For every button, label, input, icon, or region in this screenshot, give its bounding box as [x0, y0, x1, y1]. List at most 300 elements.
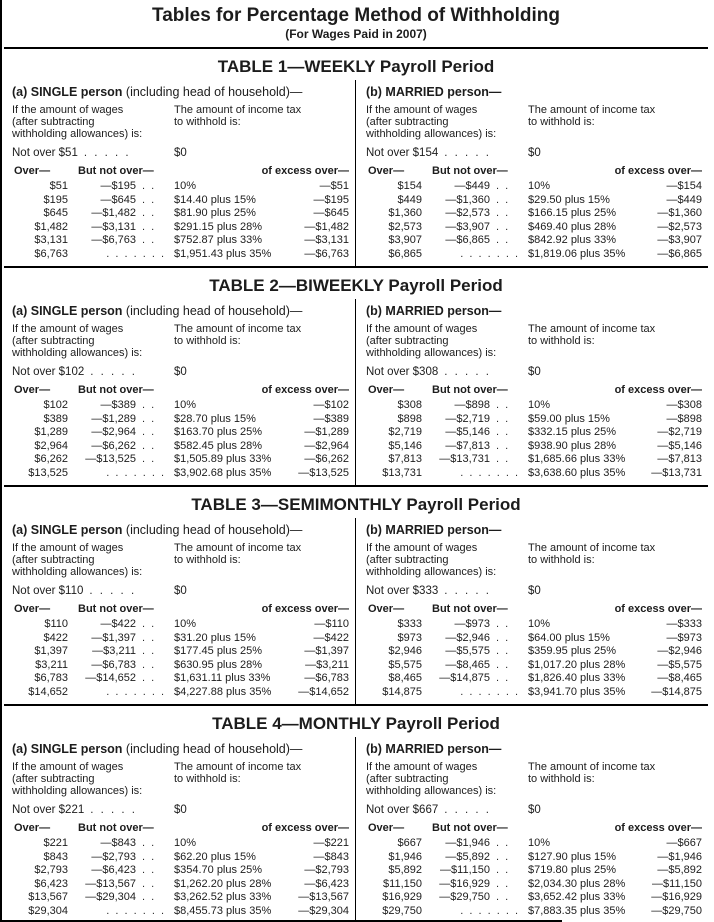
tax-label: [518, 761, 702, 797]
bracket-row: [366, 864, 702, 878]
over-amount: $5,575: [388, 658, 422, 671]
but-not-over-amount: —$645: [100, 193, 136, 206]
tax-label-line2: to withhold is:: [174, 335, 241, 347]
bracket-row: [366, 659, 702, 673]
tax-formula: $14.40 plus 15%: [174, 193, 256, 206]
wages-label: [366, 323, 518, 359]
dot-leader: . . . . . . .: [460, 904, 518, 917]
but-not-over-cell: [422, 878, 518, 892]
not-over-text: Not over $51: [12, 147, 78, 159]
conditions-header: [366, 104, 702, 140]
panel-heading-rest: (including head of household)—: [122, 304, 303, 318]
over-amount: $333: [397, 618, 422, 630]
married-person-panel: [356, 737, 708, 922]
bracket-row: [366, 467, 702, 481]
but-not-over-cell: [422, 467, 518, 481]
over-amount: $16,929: [382, 891, 422, 903]
of-excess-over-amount: —$1,397: [304, 645, 349, 657]
table-title: TABLE 2—BIWEEKLY Payroll Period: [209, 276, 503, 295]
of-excess-over-amount: —$14,652: [298, 685, 349, 698]
bracket-row: [366, 440, 702, 454]
dot-leader: . . . . .: [90, 366, 136, 378]
zero-withholding: $0: [528, 366, 541, 378]
over-amount: $13,567: [28, 891, 68, 903]
of-excess-over-amount: —$3,211: [305, 658, 349, 671]
over-amount: $102: [43, 399, 68, 411]
not-over-cell: [12, 802, 164, 818]
single-person-panel: [4, 518, 356, 704]
but-not-over-amount: —$973: [454, 618, 490, 630]
but-not-over-cell: [68, 207, 164, 221]
not-over-text: Not over $333: [366, 585, 439, 597]
but-not-over-amount: —$2,946: [445, 631, 490, 644]
of-excess-over-amount: —$5,575: [657, 658, 702, 671]
table-panels: [4, 518, 708, 706]
of-excess-over-amount: —$645: [313, 207, 349, 219]
of-excess-over-amount: —$29,750: [651, 904, 702, 917]
of-excess-over-amount: —$13,567: [298, 891, 349, 903]
col-but-not-over-label: But not over—: [432, 822, 508, 834]
but-not-over-amount: —$29,304: [85, 891, 136, 903]
dot-leader: . . . . . . .: [106, 685, 164, 698]
tax-label-line1: The amount of income tax: [528, 104, 656, 116]
col-over-label: Over—: [14, 165, 51, 177]
bracket-row: [366, 632, 702, 646]
wages-label-line2: (after subtracting: [366, 773, 449, 785]
dot-leader: . .: [142, 631, 155, 644]
col-but-not-over-label: But not over—: [78, 165, 154, 177]
of-excess-over-amount: —$667: [666, 837, 702, 849]
but-not-over-cell: [68, 645, 164, 659]
wages-label-line1: If the amount of wages: [366, 761, 478, 773]
col-but-not-over-label: But not over—: [432, 384, 508, 396]
dot-leader: . .: [142, 439, 155, 452]
but-not-over-cell: [422, 851, 518, 865]
dot-leader: . . . . . . .: [460, 685, 518, 698]
wages-label: [12, 104, 164, 140]
but-not-over-cell: [68, 194, 164, 208]
over-amount: $6,423: [34, 877, 68, 890]
over-amount: $221: [43, 837, 68, 849]
table-title: TABLE 4—MONTHLY Payroll Period: [212, 714, 500, 733]
of-excess-over-amount: —$389: [313, 412, 349, 425]
not-over-cell: [366, 802, 518, 818]
bracket-row: [366, 207, 702, 221]
over-amount: $29,304: [28, 904, 68, 917]
over-amount: $667: [397, 837, 422, 849]
tax-label-line1: The amount of income tax: [174, 761, 302, 773]
but-not-over-amount: —$13,567: [85, 877, 136, 890]
tax-label-line2: to withhold is:: [174, 116, 241, 128]
wages-label-line3: withholding allowances) is:: [366, 785, 497, 797]
wages-label-line2: (after subtracting: [12, 116, 95, 128]
tax-formula: 10%: [528, 618, 551, 630]
but-not-over-cell: [68, 399, 164, 413]
over-amount: $2,573: [388, 220, 422, 233]
of-excess-over-amount: —$6,783: [304, 672, 349, 684]
wages-label-line3: withholding allowances) is:: [12, 347, 143, 359]
tax-label-line1: The amount of income tax: [174, 542, 302, 554]
bracket-row: [12, 194, 349, 208]
zero-withholding: $0: [174, 366, 187, 378]
but-not-over-amount: —$7,813: [445, 439, 490, 452]
table-title: TABLE 1—WEEKLY Payroll Period: [217, 57, 495, 76]
wages-label: [366, 542, 518, 578]
over-amount: $6,763: [34, 247, 68, 260]
bracket-row: [12, 467, 349, 481]
tax-formula: $28.70 plus 15%: [174, 412, 256, 425]
of-excess-over-amount: —$102: [313, 399, 349, 411]
but-not-over-cell: [68, 905, 164, 919]
but-not-over-amount: —$16,929: [439, 877, 490, 890]
wages-label-line2: (after subtracting: [12, 335, 95, 347]
bracket-row: [12, 632, 349, 646]
bracket-row: [366, 891, 702, 905]
bracket-columns-header: [12, 165, 349, 178]
of-excess-over-amount: —$2,964: [304, 439, 349, 452]
bracket-row: [366, 194, 702, 208]
bracket-row: [366, 686, 702, 700]
bracket-row: [366, 413, 702, 427]
bracket-columns-header: [366, 822, 702, 835]
dot-leader: . .: [496, 439, 509, 452]
not-over-cell: [366, 364, 518, 380]
tax-formula: $354.70 plus 25%: [174, 864, 263, 876]
tax-formula: $166.15 plus 25%: [528, 207, 617, 219]
of-excess-over-amount: —$5,146: [657, 439, 702, 452]
tax-formula: $163.70 plus 25%: [174, 426, 263, 438]
of-excess-over-amount: —$2,573: [657, 220, 702, 233]
dot-leader: . .: [496, 877, 509, 890]
of-excess-over-amount: —$1,360: [657, 207, 702, 219]
page-title: Tables for Percentage Method of Withholding: [152, 5, 560, 26]
but-not-over-amount: —$6,262: [91, 439, 136, 452]
table-panels: [4, 737, 708, 922]
dot-leader: . . . . .: [444, 804, 490, 816]
of-excess-over-amount: —$16,929: [651, 891, 702, 903]
tax-formula: $29.50 plus 15%: [528, 193, 610, 206]
bracket-row: [366, 837, 702, 851]
but-not-over-cell: [422, 207, 518, 221]
tax-label: [518, 542, 702, 578]
not-over-cell: [366, 145, 518, 161]
dot-leader: . .: [496, 220, 509, 233]
dot-leader: . .: [142, 426, 155, 438]
but-not-over-cell: [68, 686, 164, 700]
tax-formula: $1,631.11 plus 33%: [174, 672, 271, 684]
bracket-columns-header: [366, 603, 702, 616]
of-excess-over-amount: —$422: [313, 631, 349, 644]
wages-label-line3: withholding allowances) is:: [12, 128, 143, 140]
tax-formula: $469.40 plus 28%: [528, 220, 617, 233]
bracket-row: [12, 426, 349, 440]
bracket-row: [12, 686, 349, 700]
but-not-over-amount: —$449: [454, 180, 490, 192]
tax-formula: $1,262.20 plus 28%: [174, 877, 272, 890]
over-amount: $2,719: [388, 426, 422, 438]
over-amount: $389: [43, 412, 68, 425]
but-not-over-cell: [422, 221, 518, 235]
dot-leader: . . . . . . .: [460, 466, 518, 479]
tables-container: [4, 57, 708, 922]
dot-leader: . .: [142, 864, 155, 876]
not-over-row: [366, 364, 702, 380]
not-over-row: [366, 145, 702, 161]
of-excess-over-amount: —$2,793: [304, 864, 349, 876]
dot-leader: . .: [142, 618, 155, 630]
panel-heading: [366, 741, 702, 757]
of-excess-over-amount: —$3,131: [304, 234, 349, 246]
bracket-row: [12, 851, 349, 865]
but-not-over-cell: [68, 467, 164, 481]
over-amount: $14,652: [28, 685, 68, 698]
but-not-over-amount: —$1,482: [91, 207, 136, 219]
but-not-over-amount: —$2,719: [445, 412, 490, 425]
over-amount: $449: [397, 193, 422, 206]
bracket-row: [12, 645, 349, 659]
tax-label-line2: to withhold is:: [528, 773, 595, 785]
bracket-row: [12, 618, 349, 632]
dot-leader: . . . . . . .: [106, 466, 164, 479]
tax-formula: $64.00 plus 15%: [528, 631, 610, 644]
bracket-row: [12, 440, 349, 454]
but-not-over-cell: [422, 645, 518, 659]
dot-leader: . .: [142, 234, 155, 246]
dot-leader: . .: [142, 891, 155, 903]
but-not-over-cell: [422, 194, 518, 208]
dot-leader: . .: [496, 180, 509, 192]
but-not-over-cell: [68, 672, 164, 686]
of-excess-over-amount: —$6,763: [304, 247, 349, 260]
panel-heading-bold: (b) MARRIED person—: [366, 85, 502, 99]
bracket-row: [12, 891, 349, 905]
dot-leader: . .: [496, 672, 509, 684]
tax-formula: $127.90 plus 15%: [528, 850, 617, 863]
tax-formula: 10%: [174, 180, 197, 192]
not-over-row: [12, 583, 349, 599]
but-not-over-amount: —$195: [100, 180, 136, 192]
tax-label: [518, 104, 702, 140]
bracket-row: [12, 672, 349, 686]
header-rule: [4, 47, 708, 49]
married-person-panel: [356, 518, 708, 704]
but-not-over-amount: —$1,360: [445, 193, 490, 206]
tax-label: [164, 323, 349, 359]
tax-formula: $1,819.06 plus 35%: [528, 247, 626, 260]
but-not-over-cell: [68, 851, 164, 865]
over-amount: $6,865: [388, 247, 422, 260]
dot-leader: . . . . .: [444, 147, 490, 159]
panel-heading-bold: (a) SINGLE person: [12, 523, 123, 537]
dot-leader: . . . . . . .: [460, 247, 518, 260]
over-amount: $8,465: [388, 672, 422, 684]
but-not-over-cell: [68, 891, 164, 905]
dot-leader: . .: [142, 180, 155, 192]
payroll-period-section: [4, 57, 708, 268]
not-over-text: Not over $154: [366, 147, 439, 159]
bracket-row: [366, 672, 702, 686]
of-excess-over-amount: —$51: [319, 180, 349, 192]
dot-leader: . .: [142, 850, 155, 863]
over-amount: $110: [44, 618, 68, 630]
but-not-over-cell: [422, 399, 518, 413]
wages-label: [12, 542, 164, 578]
col-over-label: Over—: [14, 384, 51, 396]
dot-leader: . .: [496, 412, 509, 425]
tax-formula: $4,227.88 plus 35%: [174, 685, 272, 698]
over-amount: $13,525: [28, 466, 68, 479]
bracket-row: [366, 426, 702, 440]
zero-withholding: $0: [528, 804, 541, 816]
over-amount: $1,360: [388, 207, 422, 219]
dot-leader: . .: [496, 658, 509, 671]
not-over-text: Not over $308: [366, 366, 439, 378]
tax-formula: $1,685.66 plus 33%: [528, 453, 626, 465]
but-not-over-cell: [68, 453, 164, 467]
over-amount: $13,731: [382, 466, 422, 479]
tax-formula: $8,455.73 plus 35%: [174, 904, 272, 917]
dot-leader: . . . . .: [90, 804, 136, 816]
but-not-over-amount: —$13,525: [85, 453, 136, 465]
bracket-row: [366, 851, 702, 865]
but-not-over-amount: —$5,892: [445, 850, 490, 863]
over-amount: $1,397: [34, 645, 68, 657]
conditions-header: [12, 761, 349, 797]
over-amount: $5,146: [388, 439, 422, 452]
but-not-over-amount: —$5,146: [445, 426, 490, 438]
tax-label-line1: The amount of income tax: [528, 761, 656, 773]
panel-heading: [12, 741, 349, 757]
tax-formula: 10%: [528, 399, 551, 411]
zero-withholding: $0: [528, 585, 541, 597]
but-not-over-amount: —$6,423: [91, 864, 136, 876]
of-excess-over-amount: —$6,865: [657, 247, 702, 260]
col-but-not-over-label: But not over—: [78, 603, 154, 615]
col-of-excess-over-label: of excess over—: [614, 822, 702, 834]
wages-label-line3: withholding allowances) is:: [12, 566, 143, 578]
panel-heading-bold: (a) SINGLE person: [12, 742, 123, 756]
tax-formula: $177.45 plus 25%: [174, 645, 263, 657]
not-over-row: [366, 802, 702, 818]
bracket-columns-header: [12, 603, 349, 616]
dot-leader: . .: [496, 207, 509, 219]
tax-label-line1: The amount of income tax: [528, 323, 656, 335]
panel-heading-rest: (including head of household)—: [122, 85, 303, 99]
but-not-over-cell: [422, 864, 518, 878]
bracket-row: [366, 905, 702, 919]
over-amount: $1,289: [34, 426, 68, 438]
tax-formula: $1,826.40 plus 33%: [528, 672, 626, 684]
but-not-over-cell: [68, 180, 164, 194]
married-person-panel: [356, 299, 708, 485]
bracket-row: [12, 659, 349, 673]
but-not-over-cell: [68, 864, 164, 878]
conditions-header: [12, 104, 349, 140]
bracket-columns-header: [12, 384, 349, 397]
col-of-excess-over-label: of excess over—: [261, 165, 349, 177]
tax-formula: $1,505.89 plus 33%: [174, 453, 272, 465]
panel-heading-rest: (including head of household)—: [122, 742, 303, 756]
dot-leader: . .: [496, 850, 509, 863]
panel-heading: [366, 84, 702, 100]
dot-leader: . .: [496, 234, 509, 246]
but-not-over-amount: —$11,150: [440, 864, 490, 876]
single-person-panel: [4, 299, 356, 485]
wages-label: [12, 761, 164, 797]
tax-formula: $752.87 plus 33%: [174, 234, 263, 246]
of-excess-over-amount: —$6,262: [304, 453, 349, 465]
dot-leader: . .: [496, 426, 509, 438]
tax-formula: $842.92 plus 33%: [528, 234, 617, 246]
not-over-text: Not over $102: [12, 366, 85, 378]
over-amount: $645: [43, 207, 68, 219]
dot-leader: . . . . . . .: [106, 247, 164, 260]
but-not-over-cell: [422, 659, 518, 673]
bracket-columns-header: [366, 384, 702, 397]
zero-withholding: $0: [174, 147, 187, 159]
but-not-over-cell: [68, 248, 164, 262]
over-amount: $973: [397, 631, 422, 644]
but-not-over-cell: [422, 234, 518, 248]
but-not-over-amount: —$29,750: [439, 891, 490, 903]
of-excess-over-amount: —$449: [666, 193, 702, 206]
of-excess-over-amount: —$843: [313, 850, 349, 863]
bracket-row: [366, 453, 702, 467]
bracket-row: [12, 207, 349, 221]
over-amount: $1,946: [388, 850, 422, 863]
col-over-label: Over—: [14, 822, 51, 834]
of-excess-over-amount: —$6,423: [304, 877, 349, 890]
bracket-row: [12, 837, 349, 851]
zero-withholding: $0: [174, 585, 187, 597]
tax-label-line1: The amount of income tax: [174, 104, 302, 116]
over-amount: $1,482: [34, 220, 68, 233]
over-amount: $11,150: [383, 877, 422, 890]
not-over-row: [12, 802, 349, 818]
panel-heading-bold: (a) SINGLE person: [12, 304, 123, 318]
tax-label-line1: The amount of income tax: [528, 542, 656, 554]
bracket-row: [12, 864, 349, 878]
wages-label-line1: If the amount of wages: [366, 542, 478, 554]
zero-withholding: $0: [174, 804, 187, 816]
conditions-header: [366, 323, 702, 359]
tax-formula: $3,638.60 plus 35%: [528, 466, 626, 479]
over-amount: $14,875: [382, 685, 422, 698]
bracket-row: [12, 221, 349, 235]
but-not-over-cell: [422, 413, 518, 427]
conditions-header: [12, 542, 349, 578]
dot-leader: . .: [496, 618, 509, 630]
wages-label-line1: If the amount of wages: [366, 104, 478, 116]
but-not-over-cell: [422, 180, 518, 194]
tax-formula: $62.20 plus 15%: [174, 850, 256, 863]
but-not-over-amount: —$1,397: [91, 631, 136, 644]
but-not-over-amount: —$5,575: [445, 645, 490, 657]
dot-leader: . .: [496, 193, 509, 206]
but-not-over-amount: —$2,964: [91, 426, 136, 438]
not-over-text: Not over $667: [366, 804, 439, 816]
payroll-period-section: [4, 495, 708, 706]
tax-formula: $291.15 plus 28%: [174, 220, 263, 233]
but-not-over-cell: [422, 453, 518, 467]
over-amount: $6,262: [34, 453, 68, 465]
dot-leader: . .: [496, 631, 509, 644]
bracket-row: [12, 878, 349, 892]
wages-label-line2: (after subtracting: [366, 554, 449, 566]
dot-leader: . .: [142, 672, 155, 684]
of-excess-over-amount: —$973: [666, 631, 702, 644]
of-excess-over-amount: —$308: [666, 399, 702, 411]
